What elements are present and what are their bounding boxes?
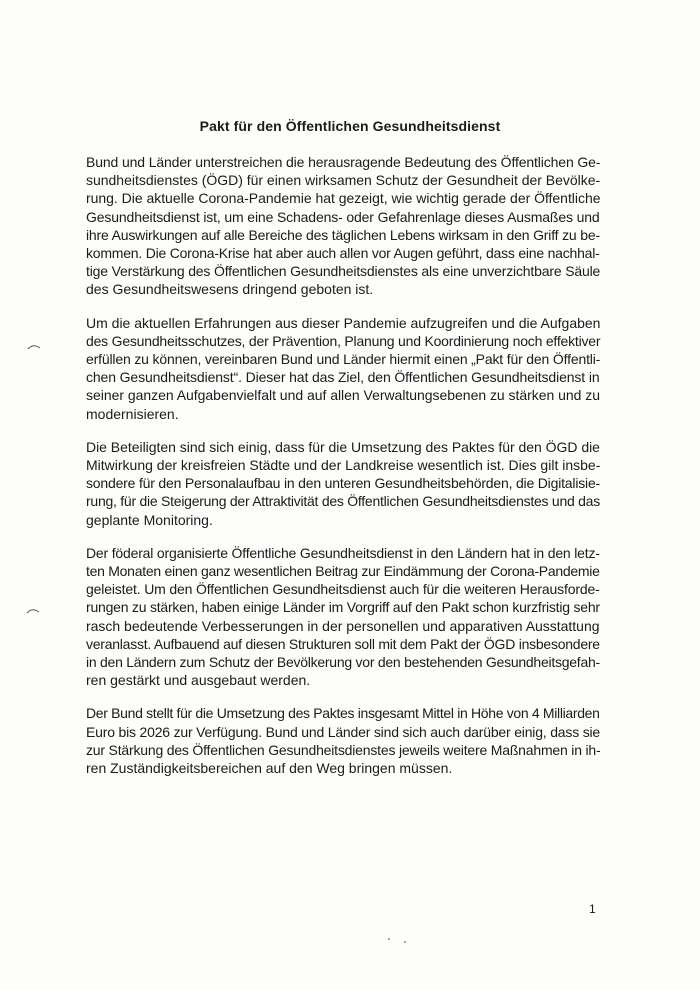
text-line: ihre Auswirkungen auf alle Bereiche des täglichen Lebens wirksam in den Griff zu be- (86, 226, 600, 243)
text-line: veranlasst. Aufbauend auf diesen Strukturen soll mit dem Pakt der ÖGD insbesondere (86, 635, 600, 652)
text-line: rasch bedeutende Verbesserungen in der personellen und apparativen Ausstattung (86, 617, 600, 634)
text-line: Der föderal organisierte Öffentliche Gesundheitsdienst in den Ländern hat in den letz- (86, 544, 600, 561)
text-line: erfüllen zu können, vereinbaren Bund und Länder hiermit einen „Pakt für den Öffentli- (86, 351, 601, 368)
text-line: sondere für den Personalaufbau in den unteren Gesundheitsbehörden, die Digitalisie- (86, 475, 601, 492)
text-line: chen Gesundheitsdienst“. Dieser hat das Ziel, den Öffentlichen Gesundheitsdienst in (86, 369, 600, 386)
scan-mark (27, 343, 41, 351)
text-line: sundheitsdienstes (ÖGD) für einen wirksamen Schutz der Gesundheit der Bevölke- (86, 172, 601, 189)
text-line: Die Beteiligten sind sich einig, dass für die Umsetzung des Paktes für den ÖGD die (86, 438, 600, 455)
text-line: in den Ländern zum Schutz der Bevölkerung vor den bestehenden Gesundheitsgefah- (86, 654, 600, 671)
text-line: ten Monaten einen ganz wesentlichen Beitrag zur Eindämmung der Corona-Pandemie (86, 563, 600, 580)
scan-mark (26, 607, 40, 615)
paragraph (86, 314, 600, 423)
scan-dust (404, 941, 406, 943)
text-line: rung. Die aktuelle Corona-Pandemie hat gezeigt, wie wichtig gerade der Öffentliche (86, 190, 601, 207)
text-line: zur Stärkung des Öffentlichen Gesundheitsdienstes jeweils weitere Maßnahmen in ih- (86, 741, 601, 758)
text-line: seiner ganzen Aufgabenvielfalt und auf allen Verwaltungsebenen zu stärken und zu (86, 387, 601, 404)
scan-dust (388, 938, 390, 940)
text-line: Um die aktuellen Erfahrungen aus dieser Pandemie aufzugreifen und die Aufgaben (86, 314, 601, 331)
page-number: 1 (589, 902, 596, 916)
text-line: geleistet. Um den Öffentlichen Gesundheitsdienst auch für die weiteren Herausforde- (86, 581, 600, 598)
paragraph (86, 438, 600, 529)
text-line: Mitwirkung der kreisfreien Städte und der Landkreise wesentlich ist. Dies gilt insbe- (86, 457, 601, 474)
paragraph (86, 544, 600, 690)
text-line: rung, für die Steigerung der Attraktivität des Öffentlichen Gesundheitsdienstes und das (86, 493, 600, 510)
paragraph (86, 153, 600, 299)
text-line: Gesundheitsdienst ist, um eine Schadens- oder Gefahrenlage dieses Ausmaßes und (86, 208, 600, 225)
text-line: ren Zuständigkeitsbereichen auf den Weg bringen müssen. (86, 760, 453, 777)
text-line: Euro bis 2026 zur Verfügung. Bund und Länder sind sich auch darüber einig, dass sie (86, 723, 601, 740)
text-line: tige Verstärkung des Öffentlichen Gesundheitsdienstes als eine unverzichtbare Säule (86, 263, 601, 280)
document-title: Pakt für den Öffentlichen Gesundheitsdienst (199, 118, 501, 134)
text-line: des Gesundheitsschutzes, der Prävention, Planung und Koordinierung noch effektiver (86, 332, 601, 349)
paragraph (86, 704, 600, 777)
text-line: Bund und Länder unterstreichen die herausragende Bedeutung des Öffentlichen Ge- (86, 154, 601, 170)
text-line: rungen zu stärken, haben einige Länder im Vorgriff auf den Pakt schon kurzfristig sehr (86, 599, 600, 616)
text-line: Der Bund stellt für die Umsetzung des Paktes insgesamt Mittel in Höhe von 4 Milliarden (86, 705, 600, 722)
text-line: modernisieren. (86, 405, 179, 422)
text-line: geplante Monitoring. (86, 511, 213, 528)
text-line: ren gestärkt und ausgebaut werden. (86, 672, 311, 689)
text-line: des Gesundheitswesens dringend geboten ist. (86, 281, 374, 298)
document-body (86, 153, 600, 792)
text-line: kommen. Die Corona-Krise hat aber auch allen vor Augen geführt, dass eine nachhal- (86, 245, 600, 262)
